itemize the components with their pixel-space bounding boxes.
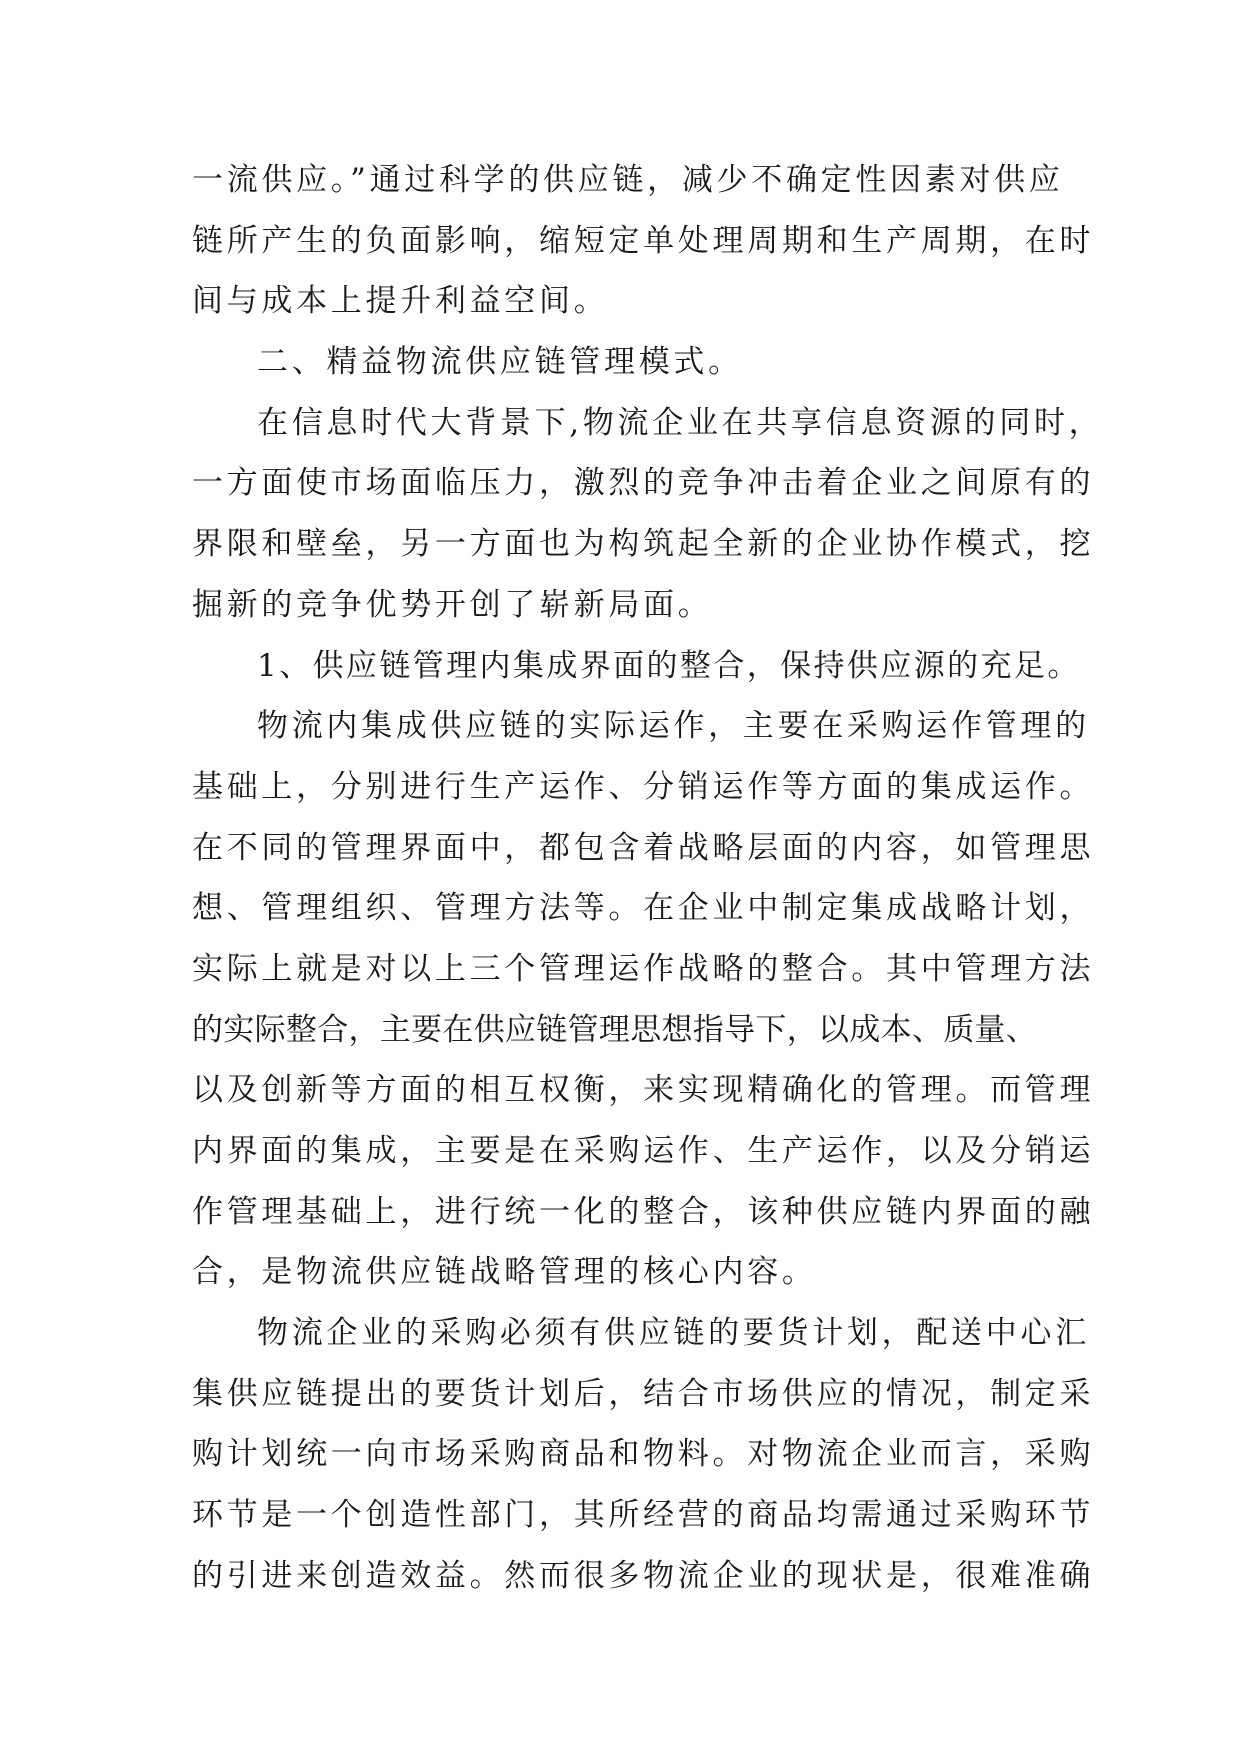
text-line: 的实际整合，主要在供应链管理思想指导下，以成本、质量、: [192, 1011, 1038, 1048]
text-line: 环节是一个创造性部门，其所经营的商品均需通过采购环节: [192, 1497, 1095, 1534]
text-line: 作管理基础上，进行统一化的整合，该种供应链内界面的融: [192, 1193, 1095, 1230]
text-line: 集供应链提出的要货计划后，结合市场供应的情况，制定采: [192, 1375, 1095, 1412]
text-line: 1、供应链管理内集成界面的整合，保持供应源的充足。: [257, 647, 1081, 684]
text-line: 掘新的竞争优势开创了崭新局面。: [192, 586, 713, 623]
text-line: 想、管理组织、管理方法等。在企业中制定集成战略计划，: [192, 890, 1095, 927]
text-line: 界限和壁垒，另一方面也为构筑起全新的企业协作模式，挖: [192, 526, 1095, 563]
text-line: 间与成本上提升利益空间。: [192, 283, 609, 320]
text-line: 的引进来创造效益。然而很多物流企业的现状是，很难准确: [192, 1557, 1095, 1594]
text-line: 链所产生的负面影响，缩短定单处理周期和生产周期，在时: [192, 222, 1095, 259]
body-text: [192, 150, 1104, 1607]
text-line: 合，是物流供应链战略管理的核心内容。: [192, 1254, 817, 1291]
text-line: 实际上就是对以上三个管理运作战略的整合。其中管理方法: [192, 950, 1095, 987]
text-line: 基础上，分别进行生产运作、分销运作等方面的集成运作。: [192, 768, 1095, 805]
text-line: 物流企业的采购必须有供应链的要货计划，配送中心汇: [257, 1315, 1090, 1352]
text-line: 二、精益物流供应链管理模式。: [257, 344, 743, 381]
text-line: 在信息时代大背景下,物流企业在共享信息资源的同时，: [257, 404, 1104, 441]
text-line: 在不同的管理界面中，都包含着战略层面的内容，如管理思: [192, 829, 1095, 866]
text-line: 一流供应。”通过科学的供应链，减少不确定性因素对供应: [192, 162, 1064, 198]
text-line: 物流内集成供应链的实际运作，主要在采购运作管理的: [257, 708, 1090, 745]
text-line: 内界面的集成，主要是在采购运作、生产运作，以及分销运: [192, 1133, 1095, 1169]
text-line: 购计划统一向市场采购商品和物料。对物流企业而言，采购: [192, 1436, 1095, 1473]
text-line: 以及创新等方面的相互权衡，来实现精确化的管理。而管理: [192, 1072, 1095, 1109]
text-line: 一方面使市场面临压力，激烈的竞争冲击着企业之间原有的: [192, 465, 1095, 502]
